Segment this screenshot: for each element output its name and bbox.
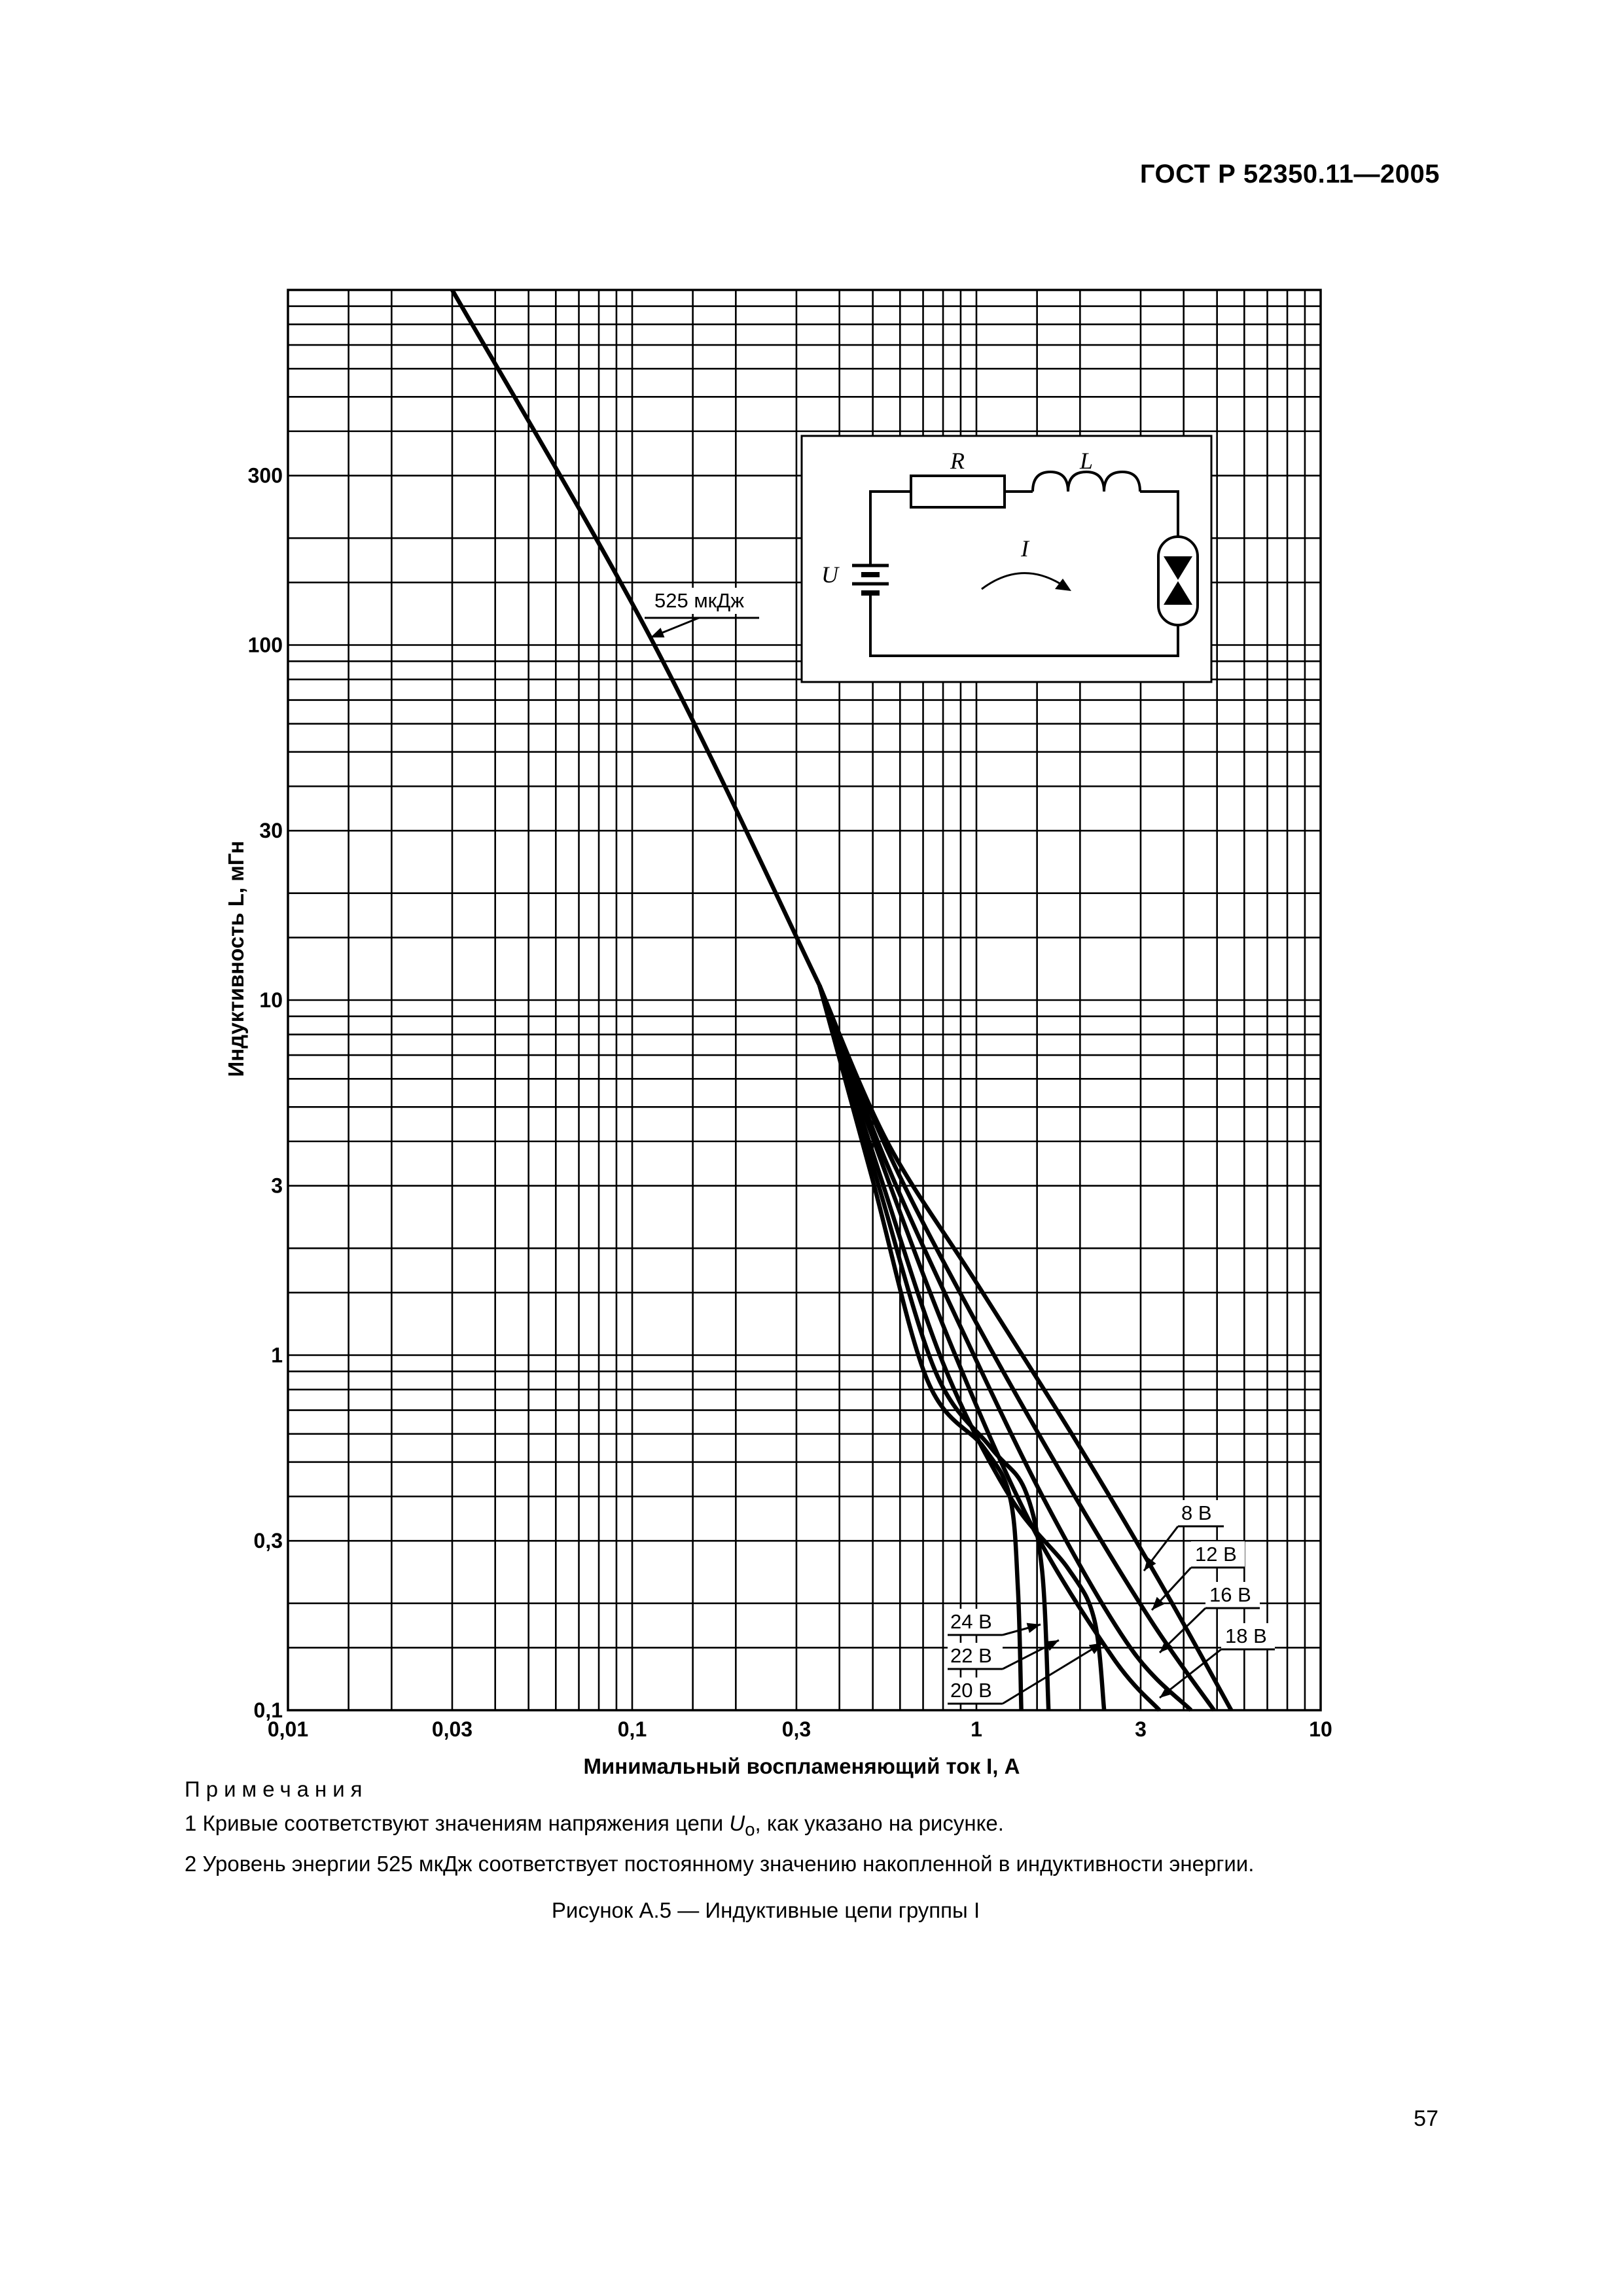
label-v22: 22 В xyxy=(950,1644,992,1667)
label-v20: 20 В xyxy=(950,1679,992,1702)
note-1-subscript: o xyxy=(745,1819,755,1840)
spark-gap-symbol xyxy=(1158,537,1198,625)
label-v18: 18 В xyxy=(1225,1624,1267,1647)
page-number: 57 xyxy=(1414,2106,1438,2131)
y-tick-label: 1 xyxy=(271,1343,283,1367)
x-tick-label: 1 xyxy=(971,1717,982,1741)
x-tick-label: 0,01 xyxy=(267,1717,309,1741)
x-tick-label: 0,1 xyxy=(617,1717,647,1741)
figure-caption-text: Рисунок А.5 — Индуктивные цепи группы I xyxy=(551,1898,980,1922)
note-1-text: 1 Кривые соответствуют значениям напряжения цепи xyxy=(185,1811,730,1835)
series-line xyxy=(819,986,1231,1711)
y-axis-label: Индуктивность L, мГн xyxy=(224,840,248,1077)
y-tick-label: 10 xyxy=(259,988,283,1012)
label-energy: 525 мкДж xyxy=(654,589,744,612)
x-tick-labels xyxy=(268,1717,1332,1741)
x-tick-label: 0,3 xyxy=(781,1717,812,1741)
y-tick-label: 0,1 xyxy=(253,1698,283,1722)
label-arrowhead xyxy=(1027,1623,1041,1633)
note-1-symbol: U xyxy=(729,1811,745,1835)
label-v24: 24 В xyxy=(950,1610,992,1633)
y-tick-labels xyxy=(248,464,283,1722)
x-tick-label: 10 xyxy=(1309,1717,1332,1741)
label-v12: 12 В xyxy=(1195,1543,1237,1566)
label-v8: 8 В xyxy=(1181,1501,1212,1524)
notes xyxy=(185,1772,1461,1881)
y-tick-label: 30 xyxy=(259,819,283,843)
current-label: I xyxy=(1021,535,1029,562)
resistor-symbol xyxy=(911,476,1005,507)
notes-title: Примечания xyxy=(185,1777,368,1801)
label-v16: 16 В xyxy=(1209,1583,1251,1606)
label-arrowhead xyxy=(1160,1685,1173,1698)
curve-labels xyxy=(645,588,1275,1704)
circuit-inset xyxy=(802,436,1211,682)
inductor-label: L xyxy=(1079,448,1094,474)
y-tick-label: 0,3 xyxy=(253,1529,283,1553)
resistor-label: R xyxy=(950,448,965,474)
y-tick-label: 100 xyxy=(247,633,283,657)
circuit-inset-frame xyxy=(802,436,1211,682)
x-axis-label: Минимальный воспламеняющий ток I, А xyxy=(583,1754,1020,1778)
note-2: 2 Уровень энергии 525 мкДж соответствует постоянному значению накопленной в индуктивности энергии. xyxy=(185,1851,1255,1876)
y-tick-label: 300 xyxy=(247,463,283,488)
x-tick-label: 3 xyxy=(1135,1717,1147,1741)
note-1 xyxy=(185,1806,1461,1847)
note-1-end: , как указано на рисунке. xyxy=(755,1811,1004,1835)
label-arrowhead xyxy=(651,628,665,637)
voltage-label: U xyxy=(821,562,838,588)
figure-caption xyxy=(0,1898,1623,1923)
series-line xyxy=(819,986,1191,1711)
standard-number: ГОСТ Р 52350.11—2005 xyxy=(1139,160,1440,188)
x-tick-label: 0,03 xyxy=(431,1717,473,1741)
label-leader xyxy=(1003,1643,1103,1704)
y-tick-label: 3 xyxy=(271,1174,283,1198)
series-line xyxy=(452,290,819,986)
